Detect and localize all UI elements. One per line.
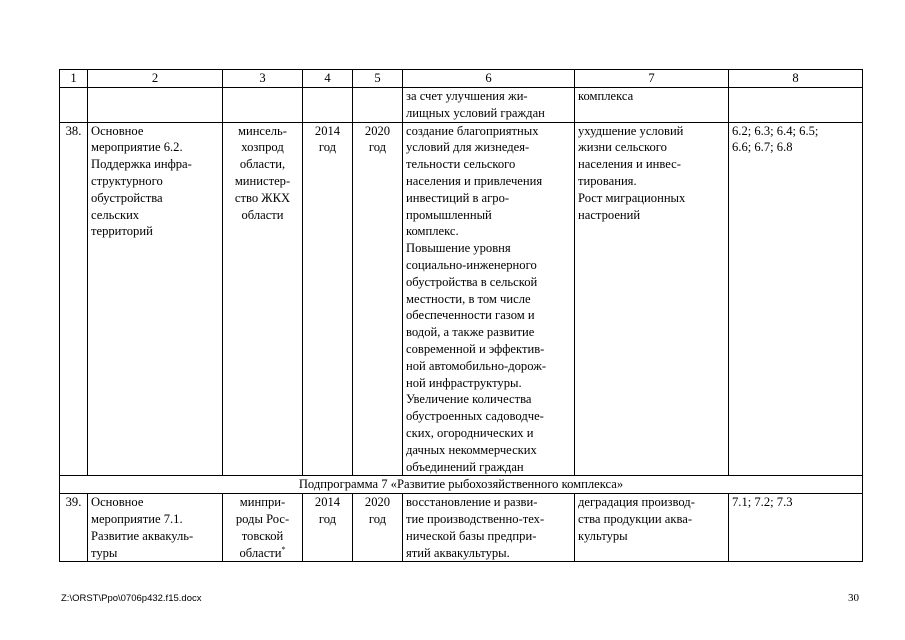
header-row [60,70,863,88]
table-cell [353,88,403,123]
header-cell: 7 [575,70,729,88]
indicator-links-cell [729,494,863,562]
subprogram-title: Подпрограмма 7 «Развитие рыбохозяйственного комплекса» [60,476,863,494]
text-line: социально-инженерного [406,257,537,272]
text-line: условий для жизнедея- [406,140,530,155]
text-line: обустройства [91,190,163,205]
text-line: за счет улучшения жи- [406,89,528,103]
measure-name-cell [88,122,223,476]
text-line [226,545,299,562]
measures-table [59,69,863,562]
risk-cell [575,122,729,476]
text-line: современной и эффектив- [406,341,545,356]
text-line: 2014 [314,495,341,510]
text-line: минсель- [237,123,287,138]
text-line: обеспеченности газом и [406,308,535,323]
executor-cell [223,122,303,476]
text-line: комплекс. [406,224,459,239]
header-cell: 5 [353,70,403,88]
text-line: культуры [578,528,628,543]
text-line: Рост миграционных [578,190,686,205]
table-cell [88,88,223,123]
text-line: роды Рос- [235,511,290,526]
file-path: Z:\ORST\Ppo\0706p432.f15.docx [61,593,202,604]
text-line: объединений граждан [406,459,524,474]
text-line: год [368,511,387,526]
text-line: тельности сельского [406,157,516,172]
text-line: области, [239,157,286,172]
text-line: дачных некоммерческих [406,442,537,457]
text-line: мероприятие 6.2. [91,140,183,155]
text-line: обустроенных садоводче- [406,409,544,424]
text-line: нической базы предпри- [406,528,537,543]
text-line: восстановление и разви- [406,495,538,510]
text-line: министер- [234,173,291,188]
text-line: населения и привлечения [406,173,543,188]
text-line: тие производственно-тех- [406,511,545,526]
text-line: 2020 [364,495,391,510]
row-number: 38. [60,122,88,476]
result-cell [403,494,575,562]
text-line: Повышение уровня [406,241,511,256]
measure-name-cell [88,494,223,562]
text-line: создание благоприятных [406,123,539,138]
text-line: ских, огороднических и [406,425,534,440]
table-row-39 [60,494,863,562]
text-line: ства продукции аква- [578,511,693,526]
text-line: Развитие аквакуль- [91,528,194,543]
text-line: 6.6; 6.7; 6.8 [732,140,793,155]
subprogram-row [60,476,863,494]
result-cell [403,122,575,476]
row-number: 39. [60,494,88,562]
text-line: год [318,140,337,155]
table-cell [729,88,863,123]
continuation-row [60,88,863,123]
text-line: Основное [91,123,144,138]
text-line: настроений [578,207,641,222]
start-year-cell [303,494,353,562]
header-cell: 2 [88,70,223,88]
text-line: деградация производ- [578,495,695,510]
header-cell: 8 [729,70,863,88]
text-line: водой, а также развитие [406,325,535,340]
text-line: мероприятие 7.1. [91,511,183,526]
text-line: области [241,207,284,222]
text-line: Поддержка инфра- [91,157,192,172]
text-line: год [318,511,337,526]
header-cell: 6 [403,70,575,88]
text-line: обустройства в сельской [406,274,538,289]
start-year-cell [303,122,353,476]
text-line: товской [241,528,284,543]
text-line: 7.1; 7.2; 7.3 [732,495,793,510]
table-cell [303,88,353,123]
end-year-cell [353,494,403,562]
text-line: ство ЖКХ [234,190,291,205]
text-line: 2020 [364,123,391,138]
text-line: туры [91,545,118,560]
end-year-cell [353,122,403,476]
text-line: структурного [91,173,163,188]
text-line: тирования. [578,173,637,188]
text-line: минпри- [239,495,286,510]
text-line: 6.2; 6.3; 6.4; 6.5; [732,123,819,138]
table-cell [60,88,88,123]
text-line: территорий [91,224,153,239]
footnote-mark: * [281,544,286,554]
text-line: ухудшение условий [578,123,684,138]
text-line: ной автомобильно-дорож- [406,358,547,373]
header-cell: 3 [223,70,303,88]
text-line: комплекса [578,89,634,103]
text-line: 2014 [314,123,341,138]
text-line: хозпрод [241,140,284,155]
table-row-38 [60,122,863,476]
text-line: местности, в том числе [406,291,531,306]
text-line: инвестиций в агро- [406,190,510,205]
text-fragment: области [239,545,282,560]
text-line: Основное [91,495,144,510]
indicator-links-cell [729,122,863,476]
risk-cell [575,88,729,123]
text-line: сельских [91,207,140,222]
header-cell: 4 [303,70,353,88]
table-cell [223,88,303,123]
text-line: ной инфраструктуры. [406,375,522,390]
text-line: ятий аквакультуры. [406,545,510,560]
text-line: промышленный [406,207,492,222]
text-line: год [368,140,387,155]
text-line: лищных условий граждан [406,105,545,120]
text-line: населения и инвес- [578,157,681,172]
result-cell [403,88,575,123]
header-cell: 1 [60,70,88,88]
page-number: 30 [848,592,859,604]
text-line: жизни сельского [578,140,667,155]
text-line: Увеличение количества [406,392,532,407]
risk-cell [575,494,729,562]
executor-cell [223,494,303,562]
